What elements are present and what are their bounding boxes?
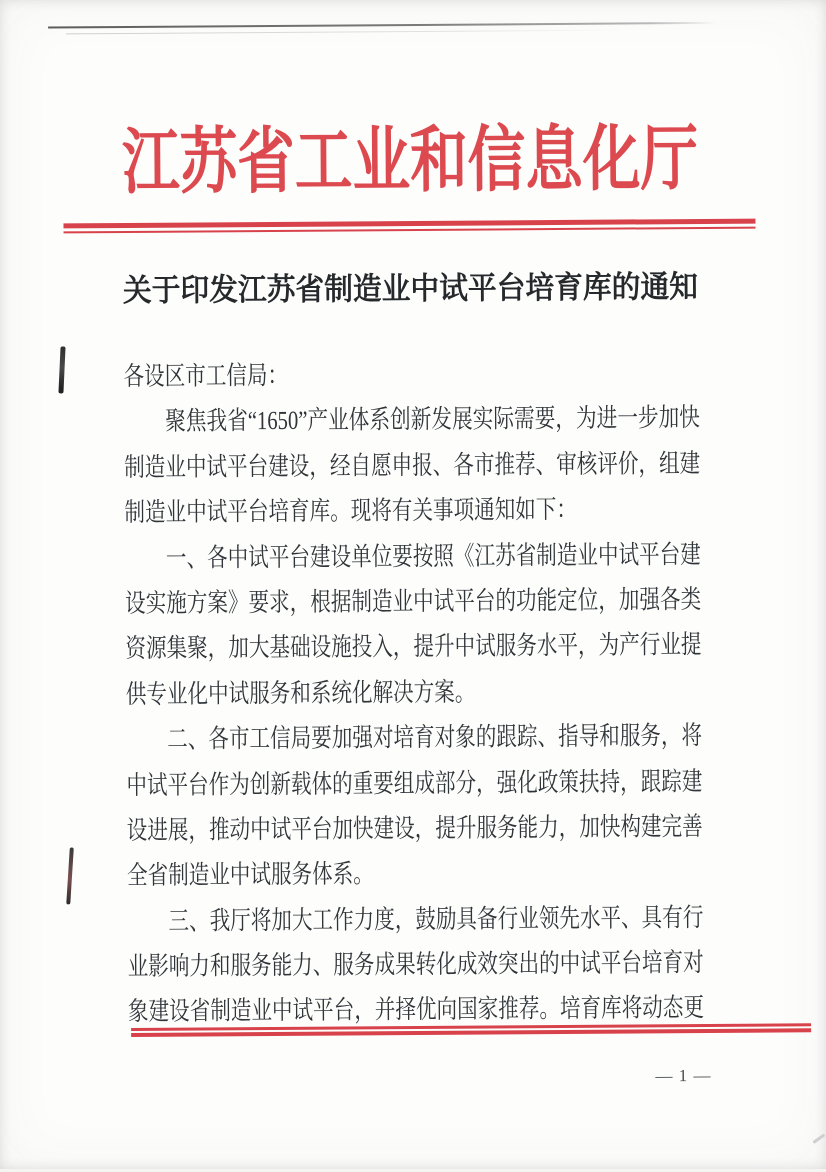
body-line: 三、我厅将加大工作力度，鼓励具备行业领先水平、具有行 bbox=[127, 902, 704, 936]
body-line: 设实施方案》要求，根据制造业中试平台的功能定位，加强各类 bbox=[125, 584, 702, 618]
body-line: 一、各中试平台建设单位要按照《江苏省制造业中试平台建 bbox=[124, 539, 701, 573]
body-line: 象建设省制造业中试平台，并择优向国家推荐。培育库将动态更 bbox=[127, 993, 705, 1027]
letterhead-red-rule bbox=[63, 219, 755, 234]
scan-edge-line bbox=[48, 22, 716, 29]
body-line: 全省制造业中试服务体系。 bbox=[126, 859, 374, 891]
binding-mark bbox=[58, 346, 65, 393]
agency-letterhead: 江苏省工业和信息化厅 bbox=[121, 119, 699, 204]
document-title: 关于印发江苏省制造业中试平台培育库的通知 bbox=[122, 269, 699, 309]
body-line: 供专业化中试服务和系统化解决方案。 bbox=[125, 677, 476, 709]
scan-smudge bbox=[812, 1133, 825, 1144]
binding-mark bbox=[66, 847, 74, 904]
body-line: 业影响力和服务能力、服务成果转化成效突出的中试平台培育对 bbox=[127, 948, 704, 982]
body-line: 聚焦我省“1650”产业体系创新发展实际需要，为进一步加快 bbox=[123, 403, 701, 437]
page-number: — 1 — bbox=[655, 1065, 712, 1086]
body-line: 制造业中试平台培育库。现将有关事项通知如下： bbox=[124, 495, 578, 528]
document-body bbox=[123, 350, 704, 1035]
body-line: 制造业中试平台建设，经自愿申报、各市推荐、审核评价，组建 bbox=[124, 448, 701, 482]
scan-edge-shadow bbox=[66, 29, 626, 34]
body-line: 各设区市工信局： bbox=[123, 360, 289, 392]
body-line: 资源集聚，加大基础设施投入，提升中试服务水平，为产行业提 bbox=[125, 630, 702, 664]
body-line: 中试平台作为创新载体的重要组成部分，强化政策扶持，跟踪建 bbox=[126, 766, 703, 800]
body-line: 设进展，推动中试平台加快建设，提升服务能力，加快构建完善 bbox=[126, 811, 703, 845]
body-line: 二、各市工信局要加强对培育对象的跟踪、指导和服务，将 bbox=[125, 721, 703, 755]
